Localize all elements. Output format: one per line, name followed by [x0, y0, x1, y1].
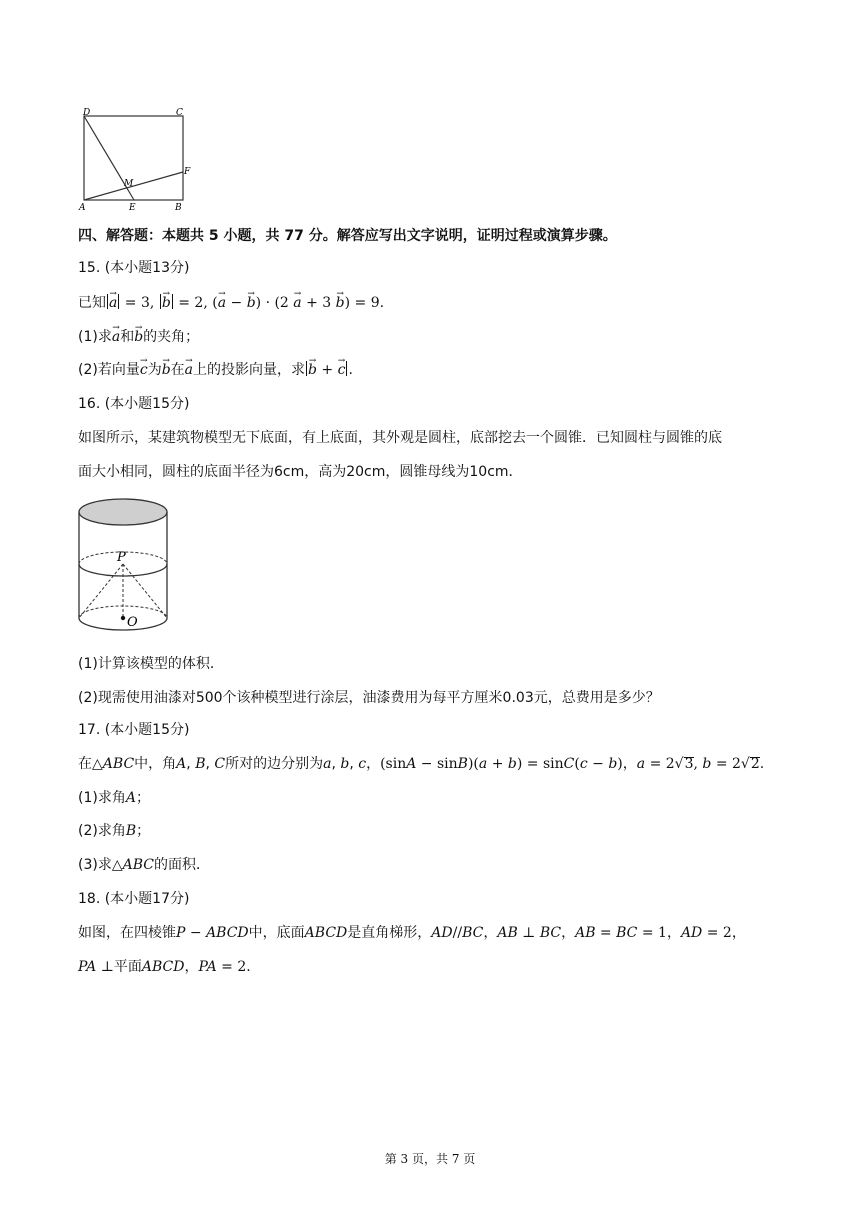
label-P: P: [117, 550, 126, 565]
q18-line1: 如图，在四棱锥P − ABCD中，底面ABCD是直角梯形，AD//BC，AB ⊥ BC，AB = BC = 1，AD = 2，: [78, 925, 746, 941]
q15-header: 15. (本小题13分): [78, 260, 190, 276]
label-A: A: [79, 203, 86, 213]
q17-given: 在△ABC中，角A, B, C所对的边分别为a, b, c，(sinA − sinB)(a + b) = sinC(c − b)，a = 2√3, b = 2√2.: [78, 756, 765, 772]
label-D: D: [83, 108, 91, 118]
q17-part3: (3)求△ABC的面积．: [78, 857, 210, 873]
label-O: O: [127, 615, 138, 630]
label-B: B: [175, 203, 182, 213]
label-C: C: [176, 108, 183, 118]
q18-header: 18. (本小题17分): [78, 891, 190, 907]
q16-header: 16. (本小题15分): [78, 396, 190, 412]
page-footer: 第 3 页，共 7 页: [384, 1152, 476, 1166]
q17-part2: (2)求角B；: [78, 823, 151, 839]
square-figure: [74, 104, 194, 214]
q16-text-1: 如图所示，某建筑物模型无下底面，有上底面，其外观是圆柱，底部挖去一个圆锥．已知圆柱与圆锥的底: [78, 430, 722, 446]
label-M: M: [124, 179, 134, 189]
q15-part2: (2)若向量c →为b →在a →上的投影向量，求 b → + c → .: [78, 361, 353, 379]
q17-header: 17. (本小题15分): [78, 722, 190, 738]
label-E: E: [129, 203, 136, 213]
q17-part1: (1)求角A；: [78, 790, 150, 806]
q15-given: 已知 a → = 3, b → = 2, (a → − b →) · (2 a → + 3 b →) = 9.: [78, 294, 384, 312]
q16-part2: (2)现需使用油漆对500个该种模型进行涂层，油漆费用为每平方厘米0.03元，总费用是多少？: [78, 690, 660, 706]
q16-part1: (1)计算该模型的体积．: [78, 656, 224, 672]
q16-text-2: 面大小相同，圆柱的底面半径为6cm，高为20cm，圆锥母线为10cm．: [78, 464, 523, 480]
section-heading: 四、解答题：本题共 5 小题，共 77 分。解答应写出文字说明，证明过程或演算步骤。: [78, 228, 617, 244]
label-F: F: [184, 167, 191, 177]
cylinder-cone-figure: [74, 494, 174, 636]
q15-part1: (1)求a →和b →的夹角；: [78, 328, 199, 346]
q18-line2: PA ⊥平面ABCD，PA = 2.: [78, 959, 251, 975]
